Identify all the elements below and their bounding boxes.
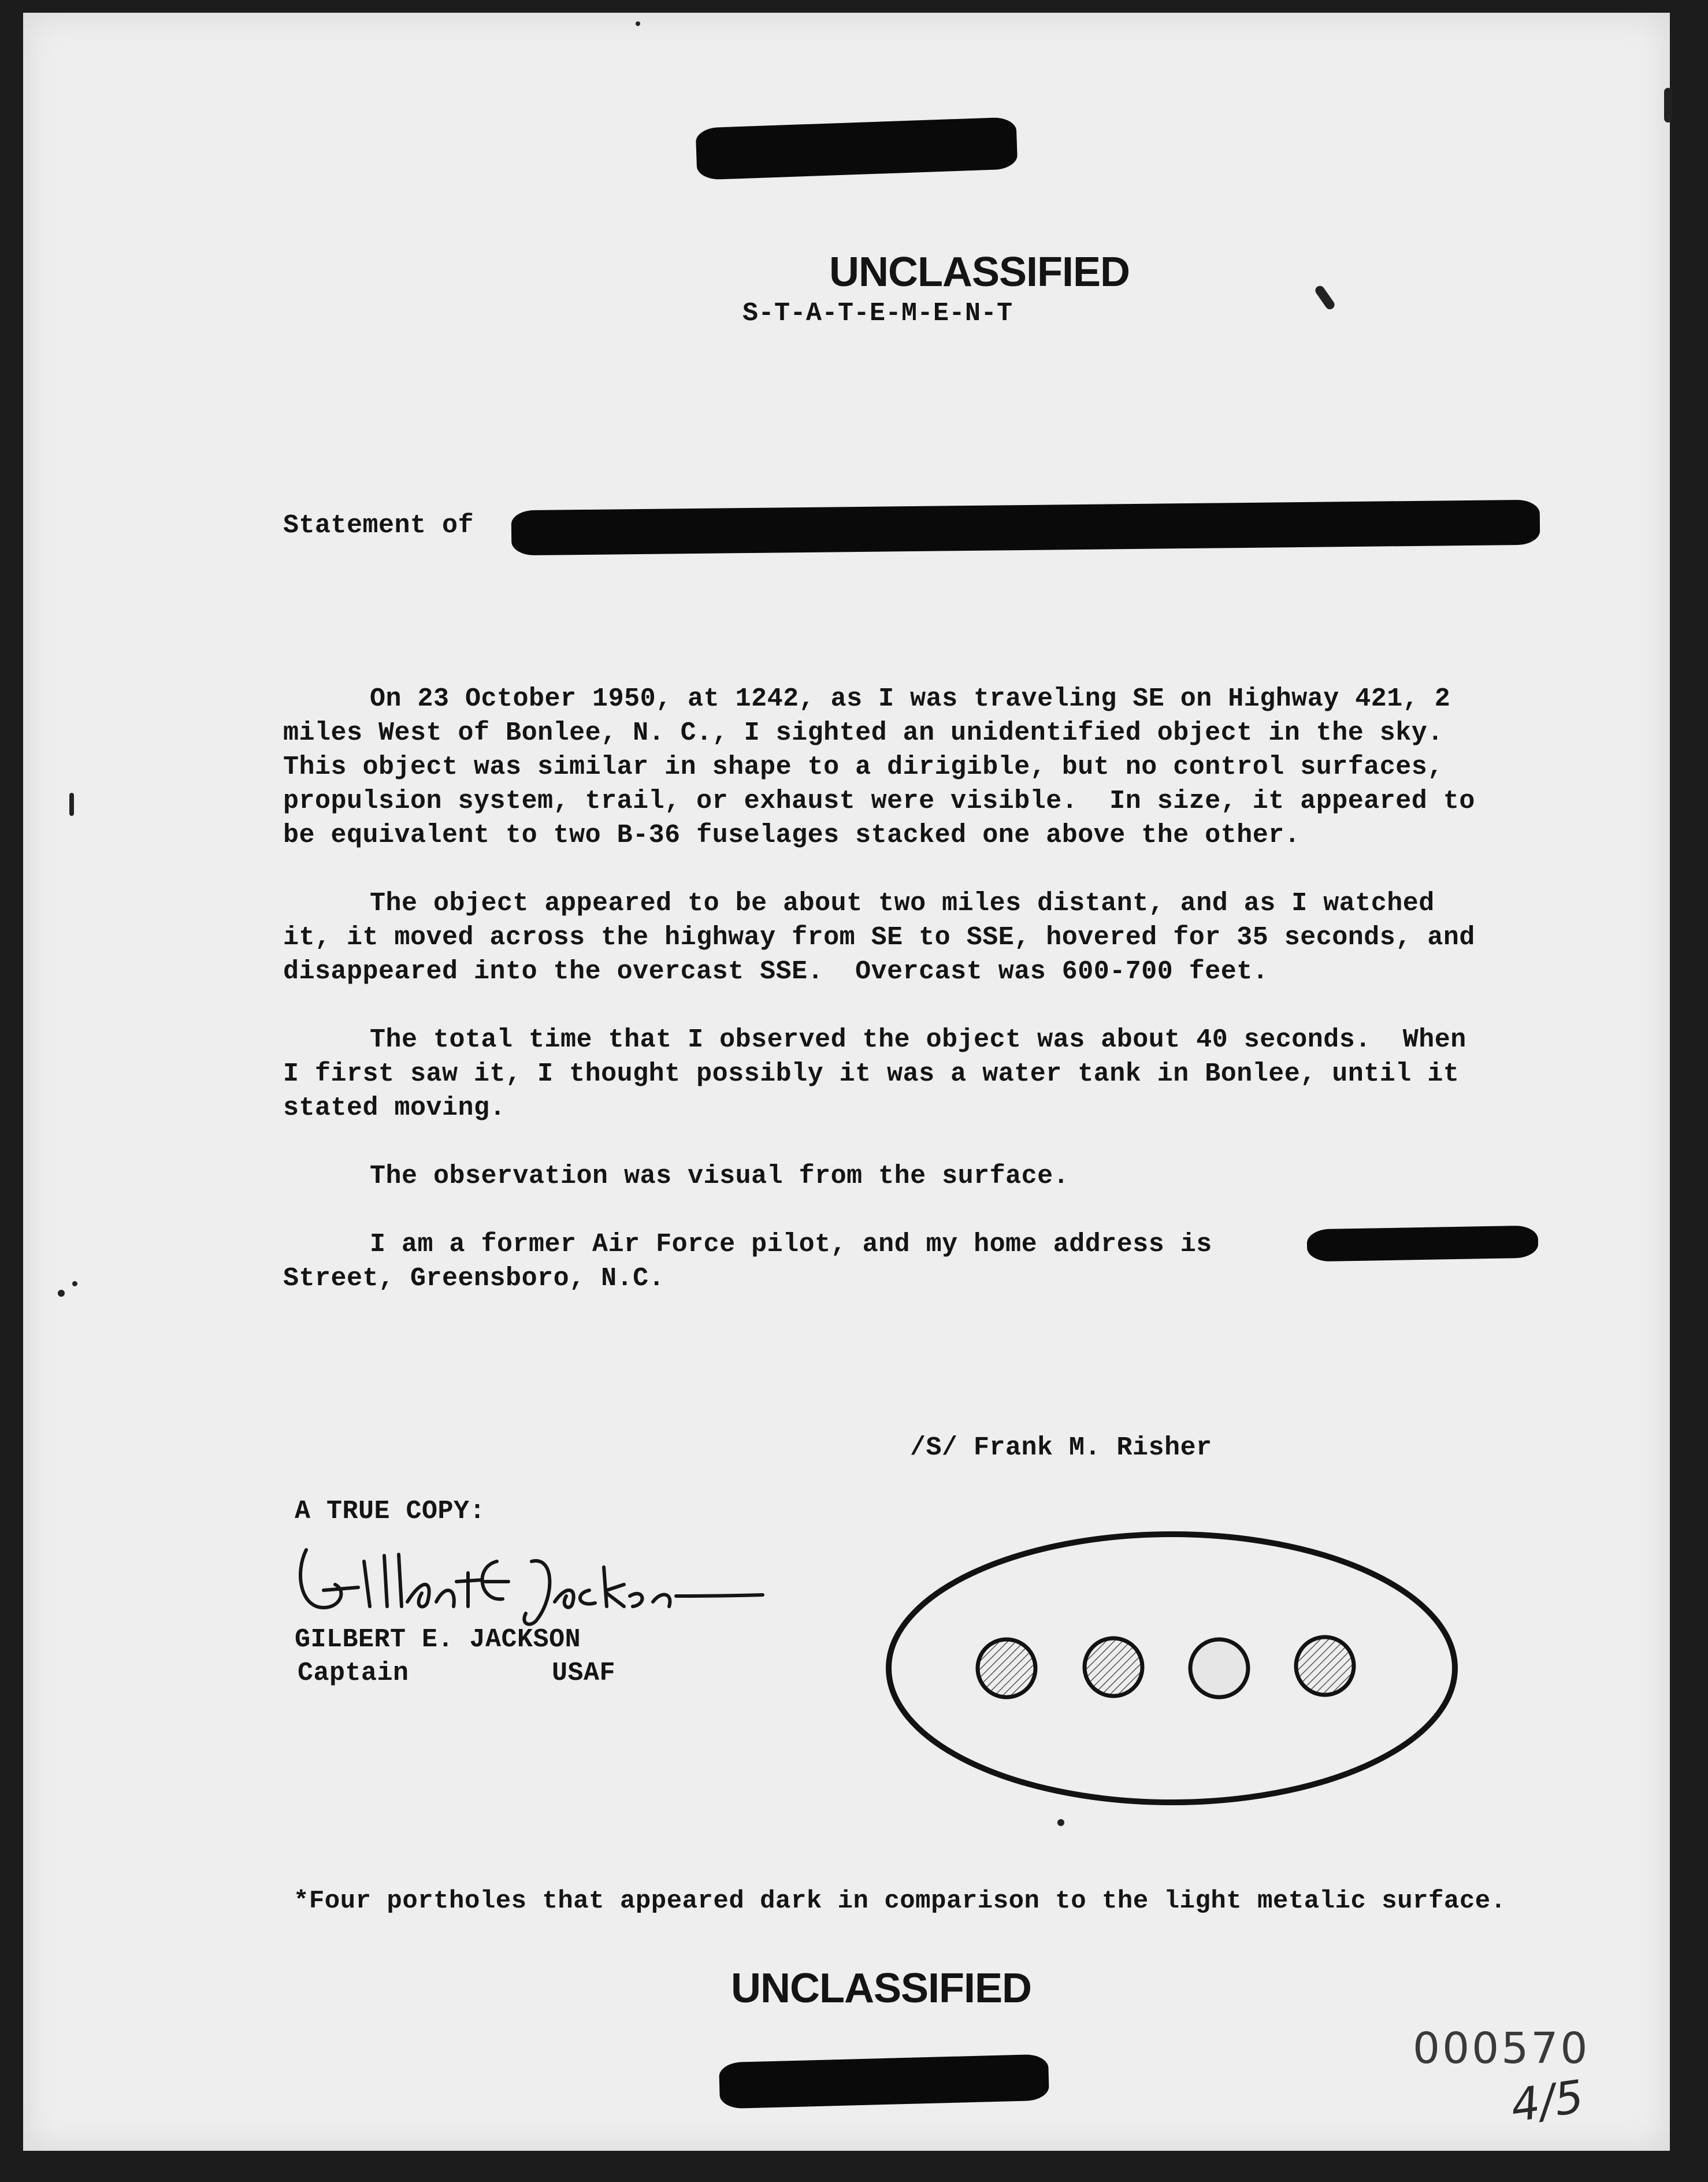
text-line: The object appeared to be about two miles distant, and as I watched (370, 889, 1435, 918)
classification-bottom: UNCLASSIFIED (731, 1965, 1032, 2012)
classification-top: UNCLASSIFIED (829, 249, 1130, 295)
document-type-heading: S-T-A-T-E-M-E-N-T (742, 299, 1013, 328)
porthole (1296, 1637, 1354, 1695)
redacted-stamp-top (696, 117, 1018, 180)
certifier-name: GILBERT E. JACKSON (295, 1625, 581, 1654)
footnote: *Four portholes that appeared dark in comparison to the light metalic surface. (294, 1887, 1506, 1916)
text-line: The observation was visual from the surface. (370, 1161, 1070, 1191)
text-line: I am a former Air Force pilot, and my home address is (370, 1230, 1212, 1259)
object-sketch (867, 1512, 1479, 1824)
text-line: Street, Greensboro, N.C. (283, 1264, 665, 1293)
text-line: propulsion system, trail, or exhaust were visible. In size, it appeared to (283, 786, 1475, 816)
redacted-street (1307, 1226, 1539, 1262)
porthole (1085, 1638, 1142, 1696)
porthole (1190, 1639, 1248, 1697)
text-line: be equivalent to two B-36 fuselages stacked one above the other. (283, 821, 1301, 850)
certifier-service: USAF (552, 1658, 616, 1688)
text-line: it, it moved across the highway from SE to SSE, hovered for 35 seconds, and (283, 923, 1475, 952)
text-line: The total time that I observed the object was about 40 seconds. When (370, 1025, 1466, 1055)
dirigible-outline (889, 1534, 1455, 1802)
text-line: stated moving. (283, 1093, 506, 1123)
handwritten-page-number: 4/5 (1508, 2070, 1587, 2133)
text-line: miles West of Bonlee, N. C., I sighted an unidentified object in the sky. (283, 718, 1443, 748)
document-page (23, 13, 1670, 2151)
statement-of-label: Statement of (283, 511, 474, 540)
certifier-rank: Captain (298, 1658, 409, 1688)
true-copy-label: A TRUE COPY: (295, 1497, 486, 1526)
text-line: This object was similar in shape to a dirigible, but no control surfaces, (283, 752, 1443, 782)
signed-by: /S/ Frank M. Risher (910, 1433, 1212, 1463)
handwritten-signature (283, 1538, 768, 1636)
text-line: I first saw it, I thought possibly it was a water tank in Bonlee, until it (283, 1059, 1460, 1089)
text-line: On 23 October 1950, at 1242, as I was traveling SE on Highway 421, 2 (370, 684, 1451, 714)
redacted-stamp-bottom (719, 2054, 1049, 2109)
redacted-name (511, 500, 1540, 556)
text-line: disappeared into the overcast SSE. Overcast was 600-700 feet. (283, 957, 1269, 986)
document-number: 000570 (1413, 2024, 1590, 2073)
porthole (978, 1639, 1035, 1697)
